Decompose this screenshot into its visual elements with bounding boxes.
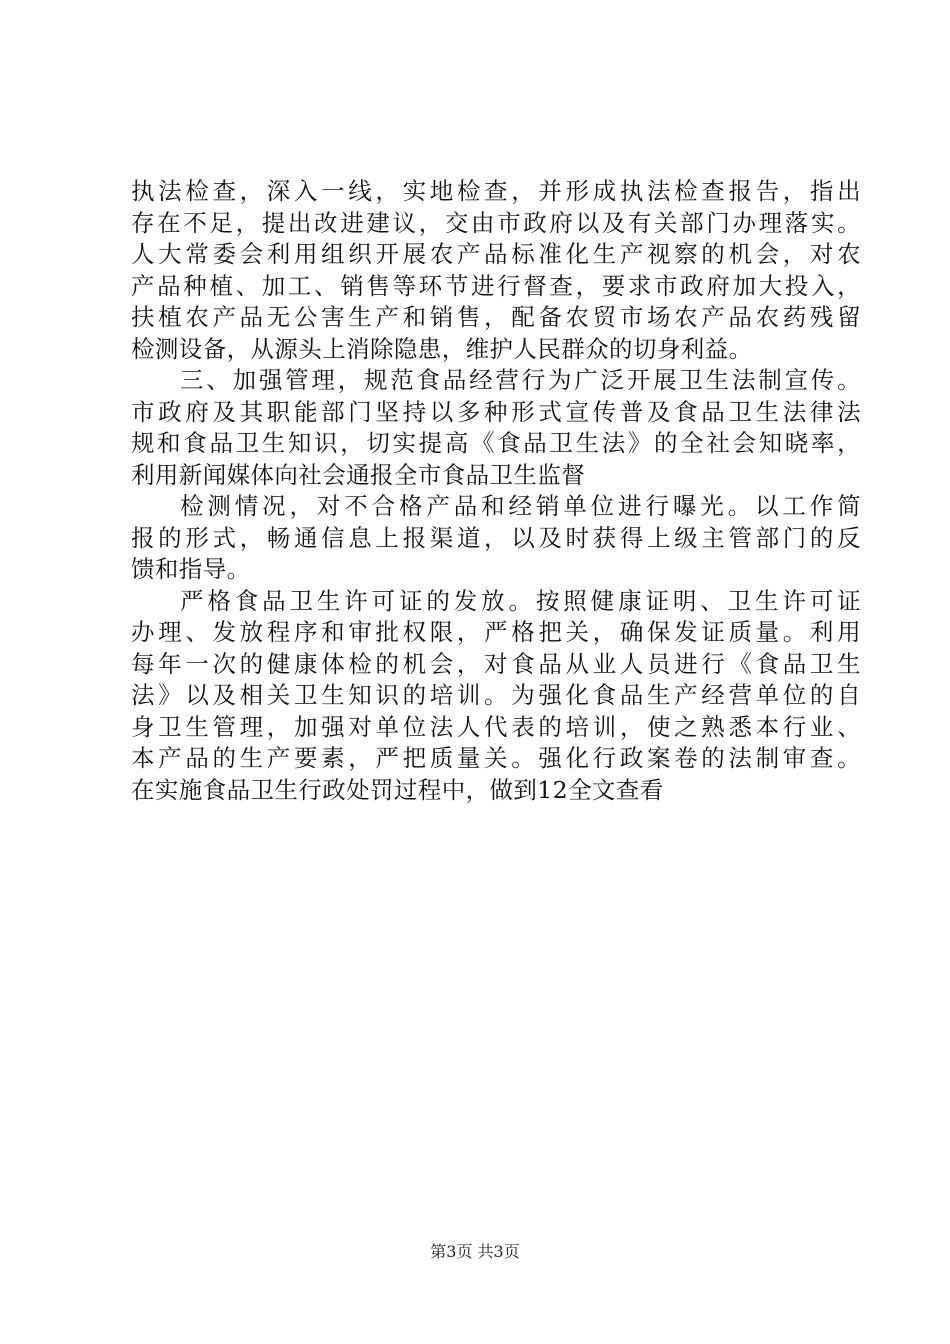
page-number-footer: 第3页 共3页 [430,1242,520,1261]
text-line-20: 在实施食品卫生行政处罚过程中，做到12全文查看 [131,775,664,804]
text-line-17: 法》以及相关卫生知识的培训。为强化食品生产经营单位的自 [131,681,861,709]
text-line-4: 产品种植、加工、销售等环节进行督查，要求市政府加大投入， [131,271,861,300]
text-line-15: 办理、发放程序和审批权限，严格把关，确保发证质量。利用 [131,618,861,646]
section-heading-line: 三、加强管理，规范食品经营行为广泛开展卫生法制宣传。 [180,366,861,394]
text-line-9: 规和食品卫生知识，切实提高《食品卫生法》的全社会知晓率， [131,429,861,457]
text-line-16: 每年一次的健康体检的机会，对食品从业人员进行《食品卫生 [131,649,861,678]
text-line-3: 人大常委会利用组织开展农产品标准化生产视察的机会，对农 [131,240,861,268]
text-line-5: 扶植农产品无公害生产和销售，配备农贸市场农产品农药残留 [131,303,861,331]
text-line-14: 严格食品卫生许可证的发放。按照健康证明、卫生许可证 [180,586,861,615]
text-line-13: 馈和指导。 [131,555,251,583]
text-line-10: 利用新闻媒体向社会通报全市食品卫生监督 [131,460,586,489]
text-line-6: 检测设备，从源头上消除隐患，维护人民群众的切身利益。 [131,334,753,363]
text-line-18: 身卫生管理，加强对单位法人代表的培训，使之熟悉本行业、 [131,712,861,741]
text-line-11: 检测情况，对不合格产品和经销单位进行曝光。以工作简 [180,492,861,520]
text-line-8: 市政府及其职能部门坚持以多种形式宣传普及食品卫生法律法 [131,397,861,426]
body-text [131,176,861,806]
text-line-1: 执法检查，深入一线，实地检查，并形成执法检查报告，指出 [131,177,861,205]
text-line-2: 存在不足，提出改进建议，交由市政府以及有关部门办理落实。 [131,208,861,237]
text-line-19: 本产品的生产要素，严把质量关。强化行政案卷的法制审查。 [131,744,861,772]
text-line-12: 报的形式，畅通信息上报渠道，以及时获得上级主管部门的反 [131,523,861,552]
